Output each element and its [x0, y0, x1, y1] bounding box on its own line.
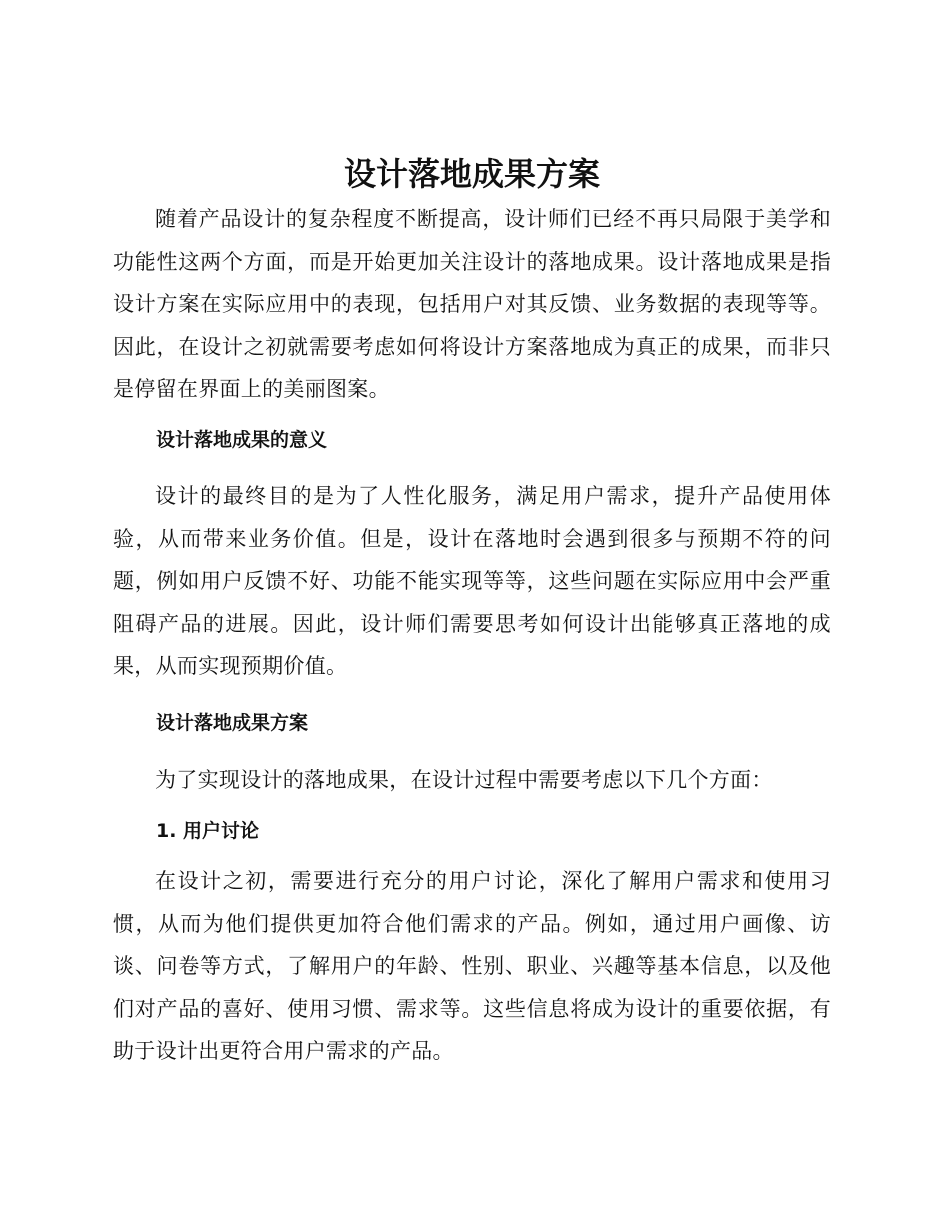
significance-paragraph: 设计的最终目的是为了人性化服务，满足用户需求，提升产品使用体验，从而带来业务价值。但是，设计在落地时会遇到很多与预期不符的问题，例如用户反馈不好、功能不能实现等等，这些问题在实际应用中会严重阻碍产品的进展。因此，设计师们需要思考如何设计出能够真正落地的成果，从而实现预期价值。 — [113, 484, 831, 678]
plan-intro-paragraph: 为了实现设计的落地成果，在设计过程中需要考虑以下几个方面： — [155, 768, 773, 792]
document-title: 设计落地成果方案 — [343, 155, 600, 193]
spacer — [113, 461, 831, 475]
spacer — [113, 411, 831, 419]
spacer — [113, 688, 831, 702]
section-heading-plan: 设计落地成果方案 — [156, 711, 309, 734]
section-heading-significance: 设计落地成果的意义 — [156, 428, 328, 451]
spacer — [113, 802, 831, 810]
intro-paragraph: 随着产品设计的复杂程度不断提高，设计师们已经不再只局限于美学和功能性这两个方面，而是开始更加关注设计的落地成果。设计落地成果是指设计方案在实际应用中的表现，包括用户对其反馈、业务数据的表现等等。因此，在设计之初就需要考虑如何将设计方案落地成为真正的成果，而非只是停留在界面上的美丽图案。 — [113, 207, 831, 401]
subsection-heading-user-discussion: 1. 用户讨论 — [156, 819, 260, 842]
user-discussion-paragraph: 在设计之初，需要进行充分的用户讨论，深化了解用户需求和使用习惯，从而为他们提供更加符合他们需求的产品。例如，通过用户画像、访谈、问卷等方式，了解用户的年龄、性别、职业、兴趣等基本信息，以及他们对产品的喜好、使用习惯、需求等。这些信息将成为设计的重要依据，有助于设计出更符合用户需求的产品。 — [113, 869, 831, 1063]
document-content — [113, 150, 831, 1073]
spacer — [113, 744, 831, 759]
spacer — [113, 852, 831, 860]
